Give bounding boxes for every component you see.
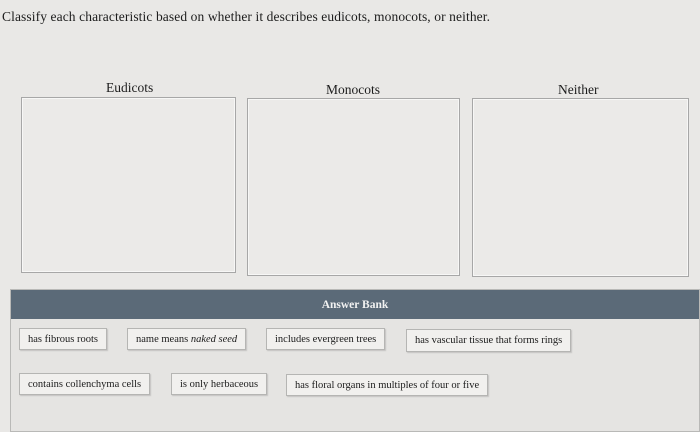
answer-chip-floral-organs[interactable] [286, 374, 488, 396]
eudicots-drop-zone[interactable] [21, 97, 236, 273]
monocots-drop-zone[interactable] [247, 98, 460, 276]
neither-drop-zone[interactable] [472, 98, 689, 277]
answer-chip-collenchyma[interactable] [19, 373, 150, 395]
answer-chip-herbaceous[interactable] [171, 373, 267, 395]
answer-chip-label: contains collenchyma cells [28, 378, 142, 390]
neither-label: Neither [558, 82, 599, 97]
answer-chip-label: is only herbaceous [180, 378, 259, 390]
question-prompt: Classify each characteristic based on whether it describes eudicots, monocots, or neither. [2, 9, 491, 24]
answer-bank-title: Answer Bank [11, 290, 699, 319]
eudicots-label: Eudicots [106, 80, 154, 95]
answer-chip-vascular-rings[interactable] [406, 329, 571, 352]
answer-bank [10, 289, 700, 432]
monocots-label: Monocots [326, 82, 380, 97]
answer-chip-naked-seed[interactable] [127, 328, 246, 350]
answer-chip-label-prefix: name means [136, 333, 189, 345]
answer-chip-label: has floral organs in multiples of four or five [295, 379, 480, 391]
answer-chip-label-italic: naked seed [190, 333, 238, 345]
answer-chip-fibrous-roots[interactable] [19, 328, 107, 350]
answer-chip-label: includes evergreen trees [275, 333, 377, 345]
answer-chip-evergreen-trees[interactable] [266, 328, 385, 350]
answer-chip-label: has vascular tissue that forms rings [415, 335, 563, 346]
answer-chip-label: has fibrous roots [28, 333, 98, 345]
